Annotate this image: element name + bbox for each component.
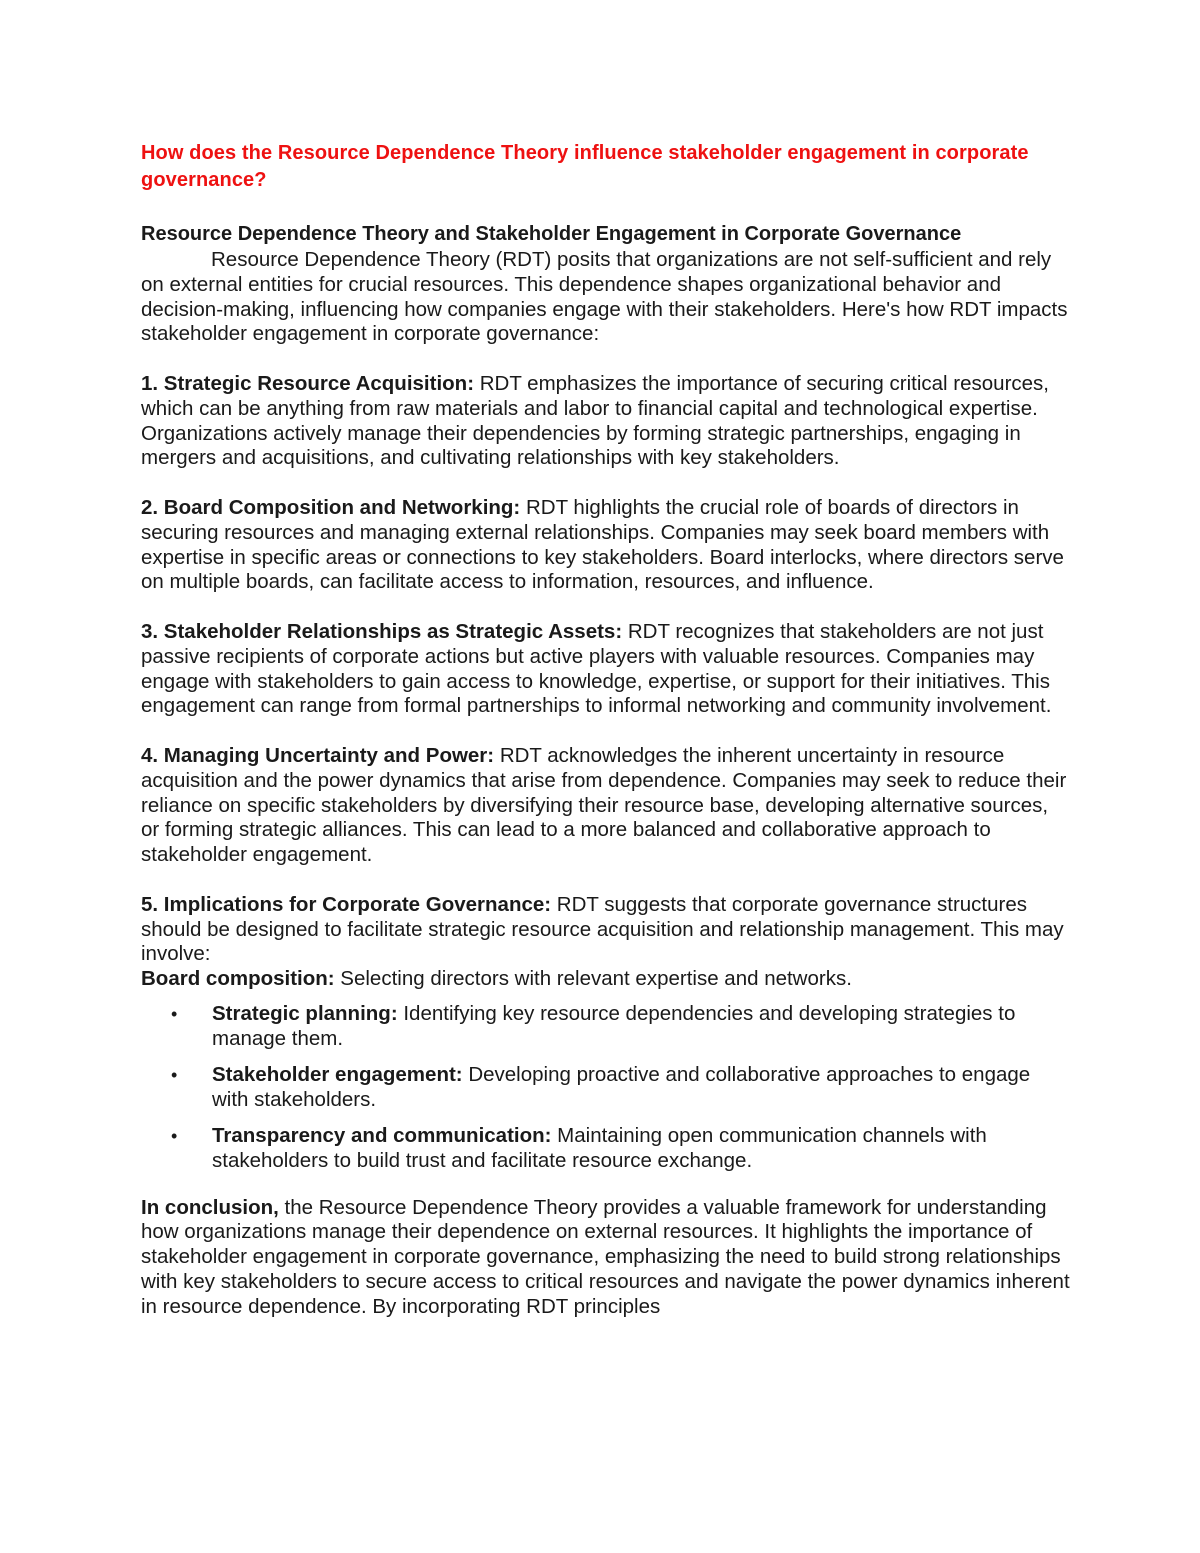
conclusion-paragraph xyxy=(141,1196,1071,1320)
point-5-heading: 5. Implications for Corporate Governance: xyxy=(141,892,552,916)
bullet-icon: • xyxy=(171,1003,178,1024)
point-3-text: RDT recognizes that stakeholders are not just passive recipients of corporate actions but active players with valuable resources. Companies may engage with stakeholders to gain access to knowledge, expertise, or support for their initiatives. This engagement can range from formal partnerships to informal networking and community involvement. xyxy=(141,619,1052,718)
point-2-heading: 2. Board Composition and Networking: xyxy=(141,495,521,519)
list-item-text: Developing proactive and collaborative approaches to engage with stakeholders. xyxy=(212,1063,1031,1111)
point-1 xyxy=(141,372,1071,471)
point-2 xyxy=(141,496,1071,595)
list-item-text: Maintaining open communication channels with stakeholders to build trust and facilitate resource exchange. xyxy=(212,1124,987,1172)
list-item xyxy=(141,1124,1071,1174)
document-page xyxy=(141,140,1071,1320)
list-item xyxy=(141,1002,1071,1052)
point-4 xyxy=(141,744,1071,868)
point-3 xyxy=(141,620,1071,719)
list-item xyxy=(141,1063,1071,1113)
implications-list xyxy=(141,1002,1071,1174)
bullet-icon: • xyxy=(171,1126,178,1147)
board-composition-line xyxy=(141,967,1071,992)
point-1-text: RDT emphasizes the importance of securing critical resources, which can be anything from raw materials and labor to financial capital and technological expertise. Organizations actively manage their dependencies by forming strategic partnerships, engaging in mergers and acquisitions, and cultivating relationships with key stakeholders. xyxy=(141,371,1050,470)
point-4-heading: 4. Managing Uncertainty and Power: xyxy=(141,743,495,767)
board-composition-text: Selecting directors with relevant expertise and networks. xyxy=(334,967,852,991)
conclusion-text: the Resource Dependence Theory provides a valuable framework for understanding how organizations manage their dependence on external resources. It highlights the importance of stakeholder engagement in corporate governance, emphasizing the need to build strong relationships with key stakeholders to secure access to critical resources and navigate the power dynamics inherent in resource dependence. By incorporating RDT principles xyxy=(141,1195,1070,1318)
board-composition-heading: Board composition: xyxy=(141,967,335,991)
question-heading: How does the Resource Dependence Theory influence stakeholder engagement in corporate governance? xyxy=(141,142,1029,191)
intro-paragraph: Resource Dependence Theory (RDT) posits that organizations are not self-sufficient and rely on external entities for crucial resources. This dependence shapes organizational behavior and decision-making, influencing how companies engage with their stakeholders. Here's how RDT impacts stakeholder engagement in corporate governance: xyxy=(141,248,1068,346)
list-item-heading: Strategic planning: xyxy=(212,1001,398,1025)
point-5 xyxy=(141,893,1071,967)
list-item-heading: Stakeholder engagement: xyxy=(212,1063,463,1086)
list-item-text: Identifying key resource dependencies and developing strategies to manage them. xyxy=(212,1001,1016,1050)
bullet-icon: • xyxy=(171,1065,178,1085)
list-item-heading: Transparency and communication: xyxy=(212,1124,552,1148)
conclusion-heading: In conclusion, xyxy=(141,1195,279,1219)
point-2-text: RDT highlights the crucial role of boards of directors in securing resources and managing external relationships. Companies may seek board members with expertise in specific areas or connections to key stakeholders. Board interlocks, where directors serve on multiple boards, can facilitate access to information, resources, and influence. xyxy=(141,495,1064,594)
point-1-heading: 1. Strategic Resource Acquisition: xyxy=(141,371,475,395)
point-3-heading: 3. Stakeholder Relationships as Strategic Assets: xyxy=(141,619,623,643)
section-title: Resource Dependence Theory and Stakeholder Engagement in Corporate Governance xyxy=(141,223,962,245)
point-5-text: RDT suggests that corporate governance structures should be designed to facilitate strategic resource acquisition and relationship management. This may involve: xyxy=(141,892,1064,966)
point-4-text: RDT acknowledges the inherent uncertainty in resource acquisition and the power dynamics that arise from dependence. Companies may seek to reduce their reliance on specific stakeholders by diversifying their resource base, developing alternative sources, or forming strategic alliances. This can lead to a more balanced and collaborative approach to stakeholder engagement. xyxy=(141,743,1067,867)
